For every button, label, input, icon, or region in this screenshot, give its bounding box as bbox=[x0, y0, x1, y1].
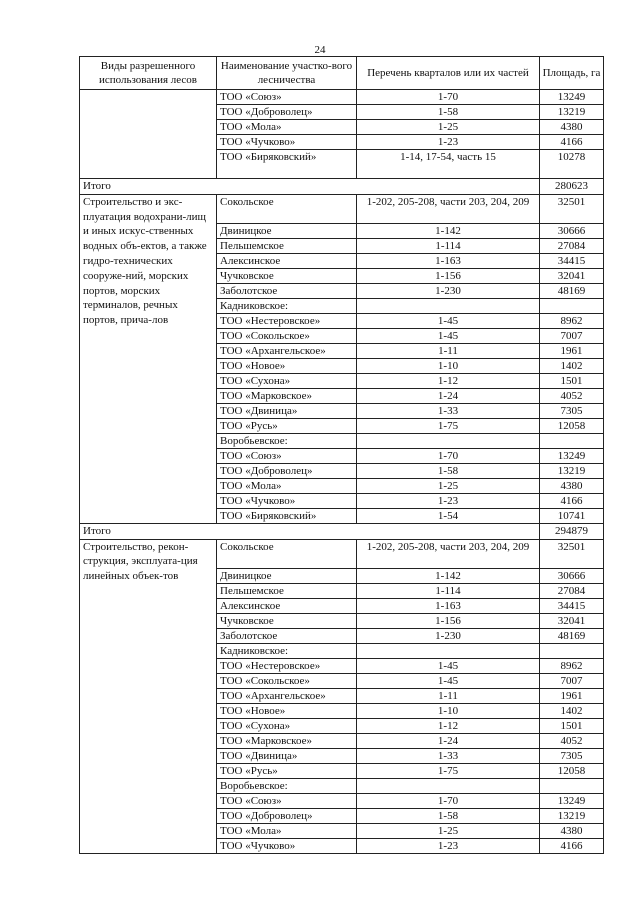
quarters-cell: 1-25 bbox=[357, 823, 540, 838]
area-cell: 4380 bbox=[540, 120, 604, 135]
area-cell: 4166 bbox=[540, 838, 604, 853]
area-cell: 10278 bbox=[540, 150, 604, 179]
quarters-cell: 1-45 bbox=[357, 313, 540, 328]
district-name-cell: ТОО «Чучково» bbox=[217, 493, 357, 508]
total-row bbox=[80, 523, 604, 539]
quarters-cell: 1-58 bbox=[357, 808, 540, 823]
district-name-cell: ТОО «Архангельское» bbox=[217, 688, 357, 703]
district-name-cell: ТОО «Мола» bbox=[217, 120, 357, 135]
quarters-cell bbox=[357, 643, 540, 658]
district-name-cell: ТОО «Сухона» bbox=[217, 373, 357, 388]
quarters-cell: 1-25 bbox=[357, 478, 540, 493]
area-cell: 30666 bbox=[540, 568, 604, 583]
district-name-cell: ТОО «Сухона» bbox=[217, 718, 357, 733]
district-name-cell: ТОО «Союз» bbox=[217, 793, 357, 808]
district-name-cell: ТОО «Двиница» bbox=[217, 403, 357, 418]
area-cell: 7305 bbox=[540, 403, 604, 418]
quarters-cell: 1-230 bbox=[357, 283, 540, 298]
quarters-cell bbox=[357, 778, 540, 793]
quarters-cell: 1-24 bbox=[357, 388, 540, 403]
area-cell: 1961 bbox=[540, 343, 604, 358]
area-cell: 13249 bbox=[540, 90, 604, 105]
table-row bbox=[80, 194, 604, 223]
header-district-name: Наименование участко-вого лесничества bbox=[217, 57, 357, 90]
page-number: 24 bbox=[314, 44, 326, 56]
area-cell: 4052 bbox=[540, 733, 604, 748]
area-cell: 4166 bbox=[540, 135, 604, 150]
area-cell: 8962 bbox=[540, 658, 604, 673]
area-cell: 4380 bbox=[540, 823, 604, 838]
table-row bbox=[80, 90, 604, 105]
area-cell: 30666 bbox=[540, 223, 604, 238]
district-name-cell: ТОО «Чучково» bbox=[217, 838, 357, 853]
district-name-cell: ТОО «Новое» bbox=[217, 358, 357, 373]
area-cell: 1501 bbox=[540, 373, 604, 388]
district-name-cell: ТОО «Мола» bbox=[217, 823, 357, 838]
district-name-cell: Воробьевское: bbox=[217, 778, 357, 793]
area-cell bbox=[540, 433, 604, 448]
area-cell: 13219 bbox=[540, 463, 604, 478]
district-name-cell: Пельшемское bbox=[217, 583, 357, 598]
district-name-cell: ТОО «Биряковский» bbox=[217, 508, 357, 523]
district-name-cell: Алексинское bbox=[217, 598, 357, 613]
quarters-cell: 1-14, 17-54, часть 15 bbox=[357, 150, 540, 179]
district-name-cell: Сокольское bbox=[217, 194, 357, 223]
district-name-cell: ТОО «Доброволец» bbox=[217, 463, 357, 478]
area-cell: 4052 bbox=[540, 388, 604, 403]
quarters-cell: 1-11 bbox=[357, 343, 540, 358]
area-cell: 1402 bbox=[540, 358, 604, 373]
area-cell: 13249 bbox=[540, 793, 604, 808]
header-quarters-list: Перечень кварталов или их частей bbox=[357, 57, 540, 90]
total-label: Итого bbox=[80, 523, 540, 539]
district-name-cell: ТОО «Новое» bbox=[217, 703, 357, 718]
area-cell bbox=[540, 298, 604, 313]
quarters-cell bbox=[357, 433, 540, 448]
area-cell: 12058 bbox=[540, 418, 604, 433]
district-name-cell: ТОО «Архангельское» bbox=[217, 343, 357, 358]
header-usage-type: Виды разрешенного использования лесов bbox=[80, 57, 217, 90]
district-name-cell: ТОО «Союз» bbox=[217, 448, 357, 463]
area-cell: 27084 bbox=[540, 583, 604, 598]
district-name-cell: ТОО «Двиница» bbox=[217, 748, 357, 763]
quarters-cell: 1-10 bbox=[357, 703, 540, 718]
usage-type-cell: Строительство, рекон-струкция, эксплуата-ция линейных объек-тов bbox=[80, 539, 217, 853]
quarters-cell: 1-202, 205-208, части 203, 204, 209 bbox=[357, 539, 540, 568]
district-name-cell: Чучковское bbox=[217, 268, 357, 283]
district-name-cell: ТОО «Доброволец» bbox=[217, 105, 357, 120]
district-name-cell: Двиницкое bbox=[217, 568, 357, 583]
area-cell: 1402 bbox=[540, 703, 604, 718]
header-area: Площадь, га bbox=[540, 57, 604, 90]
total-value: 294879 bbox=[540, 523, 604, 539]
quarters-cell: 1-25 bbox=[357, 120, 540, 135]
quarters-cell: 1-23 bbox=[357, 135, 540, 150]
quarters-cell: 1-142 bbox=[357, 568, 540, 583]
quarters-cell: 1-24 bbox=[357, 733, 540, 748]
area-cell: 34415 bbox=[540, 598, 604, 613]
quarters-cell: 1-70 bbox=[357, 448, 540, 463]
quarters-cell bbox=[357, 298, 540, 313]
district-name-cell: ТОО «Марковское» bbox=[217, 388, 357, 403]
area-cell: 13219 bbox=[540, 808, 604, 823]
district-name-cell: ТОО «Сокольское» bbox=[217, 328, 357, 343]
district-name-cell: Воробьевское: bbox=[217, 433, 357, 448]
area-cell: 1961 bbox=[540, 688, 604, 703]
district-name-cell: ТОО «Сокольское» bbox=[217, 673, 357, 688]
quarters-cell: 1-163 bbox=[357, 253, 540, 268]
quarters-cell: 1-156 bbox=[357, 613, 540, 628]
district-name-cell: ТОО «Союз» bbox=[217, 90, 357, 105]
area-cell: 32501 bbox=[540, 539, 604, 568]
area-cell: 13249 bbox=[540, 448, 604, 463]
district-name-cell: ТОО «Чучково» bbox=[217, 135, 357, 150]
quarters-cell: 1-70 bbox=[357, 793, 540, 808]
district-name-cell: Сокольское bbox=[217, 539, 357, 568]
district-name-cell: Чучковское bbox=[217, 613, 357, 628]
district-name-cell: Пельшемское bbox=[217, 238, 357, 253]
district-name-cell: Алексинское bbox=[217, 253, 357, 268]
area-cell: 7007 bbox=[540, 328, 604, 343]
quarters-cell: 1-33 bbox=[357, 403, 540, 418]
area-cell: 7007 bbox=[540, 673, 604, 688]
quarters-cell: 1-142 bbox=[357, 223, 540, 238]
quarters-cell: 1-12 bbox=[357, 373, 540, 388]
usage-type-cell bbox=[80, 90, 217, 179]
quarters-cell: 1-58 bbox=[357, 105, 540, 120]
quarters-cell: 1-202, 205-208, части 203, 204, 209 bbox=[357, 194, 540, 223]
area-cell: 13219 bbox=[540, 105, 604, 120]
quarters-cell: 1-11 bbox=[357, 688, 540, 703]
quarters-cell: 1-45 bbox=[357, 328, 540, 343]
area-cell: 32041 bbox=[540, 268, 604, 283]
quarters-cell: 1-23 bbox=[357, 493, 540, 508]
district-name-cell: ТОО «Нестеровское» bbox=[217, 658, 357, 673]
district-name-cell: ТОО «Русь» bbox=[217, 418, 357, 433]
quarters-cell: 1-58 bbox=[357, 463, 540, 478]
area-cell: 8962 bbox=[540, 313, 604, 328]
district-name-cell: ТОО «Мола» bbox=[217, 478, 357, 493]
quarters-cell: 1-163 bbox=[357, 598, 540, 613]
quarters-cell: 1-23 bbox=[357, 838, 540, 853]
district-name-cell: ТОО «Нестеровское» bbox=[217, 313, 357, 328]
quarters-cell: 1-114 bbox=[357, 583, 540, 598]
table-header-row bbox=[80, 57, 604, 90]
quarters-cell: 1-54 bbox=[357, 508, 540, 523]
total-label: Итого bbox=[80, 179, 540, 195]
area-cell: 4380 bbox=[540, 478, 604, 493]
district-name-cell: ТОО «Доброволец» bbox=[217, 808, 357, 823]
area-cell: 48169 bbox=[540, 628, 604, 643]
area-cell: 4166 bbox=[540, 493, 604, 508]
district-name-cell: ТОО «Биряковский» bbox=[217, 150, 357, 179]
quarters-cell: 1-75 bbox=[357, 763, 540, 778]
area-cell bbox=[540, 643, 604, 658]
district-name-cell: ТОО «Русь» bbox=[217, 763, 357, 778]
area-cell: 7305 bbox=[540, 748, 604, 763]
quarters-cell: 1-114 bbox=[357, 238, 540, 253]
quarters-cell: 1-33 bbox=[357, 748, 540, 763]
quarters-cell: 1-12 bbox=[357, 718, 540, 733]
quarters-cell: 1-45 bbox=[357, 658, 540, 673]
table-row bbox=[80, 539, 604, 568]
district-name-cell: Кадниковское: bbox=[217, 643, 357, 658]
district-name-cell: Заболотское bbox=[217, 283, 357, 298]
quarters-cell: 1-45 bbox=[357, 673, 540, 688]
quarters-cell: 1-70 bbox=[357, 90, 540, 105]
total-row bbox=[80, 179, 604, 195]
quarters-cell: 1-10 bbox=[357, 358, 540, 373]
area-cell: 12058 bbox=[540, 763, 604, 778]
area-cell: 1501 bbox=[540, 718, 604, 733]
district-name-cell: Кадниковское: bbox=[217, 298, 357, 313]
area-cell: 10741 bbox=[540, 508, 604, 523]
district-name-cell: ТОО «Марковское» bbox=[217, 733, 357, 748]
district-name-cell: Двиницкое bbox=[217, 223, 357, 238]
quarters-cell: 1-230 bbox=[357, 628, 540, 643]
area-cell: 32501 bbox=[540, 194, 604, 223]
area-cell: 48169 bbox=[540, 283, 604, 298]
forest-use-table bbox=[79, 56, 604, 854]
area-cell bbox=[540, 778, 604, 793]
area-cell: 27084 bbox=[540, 238, 604, 253]
district-name-cell: Заболотское bbox=[217, 628, 357, 643]
usage-type-cell: Строительство и экс-плуатация водохрани-лищ и иных искус-ственных водных объ-ектов, а также гидро-технических сооруже-ний, морских портов, морских терминалов, речных портов, прича-лов bbox=[80, 194, 217, 523]
area-cell: 32041 bbox=[540, 613, 604, 628]
quarters-cell: 1-75 bbox=[357, 418, 540, 433]
total-value: 280623 bbox=[540, 179, 604, 195]
area-cell: 34415 bbox=[540, 253, 604, 268]
quarters-cell: 1-156 bbox=[357, 268, 540, 283]
